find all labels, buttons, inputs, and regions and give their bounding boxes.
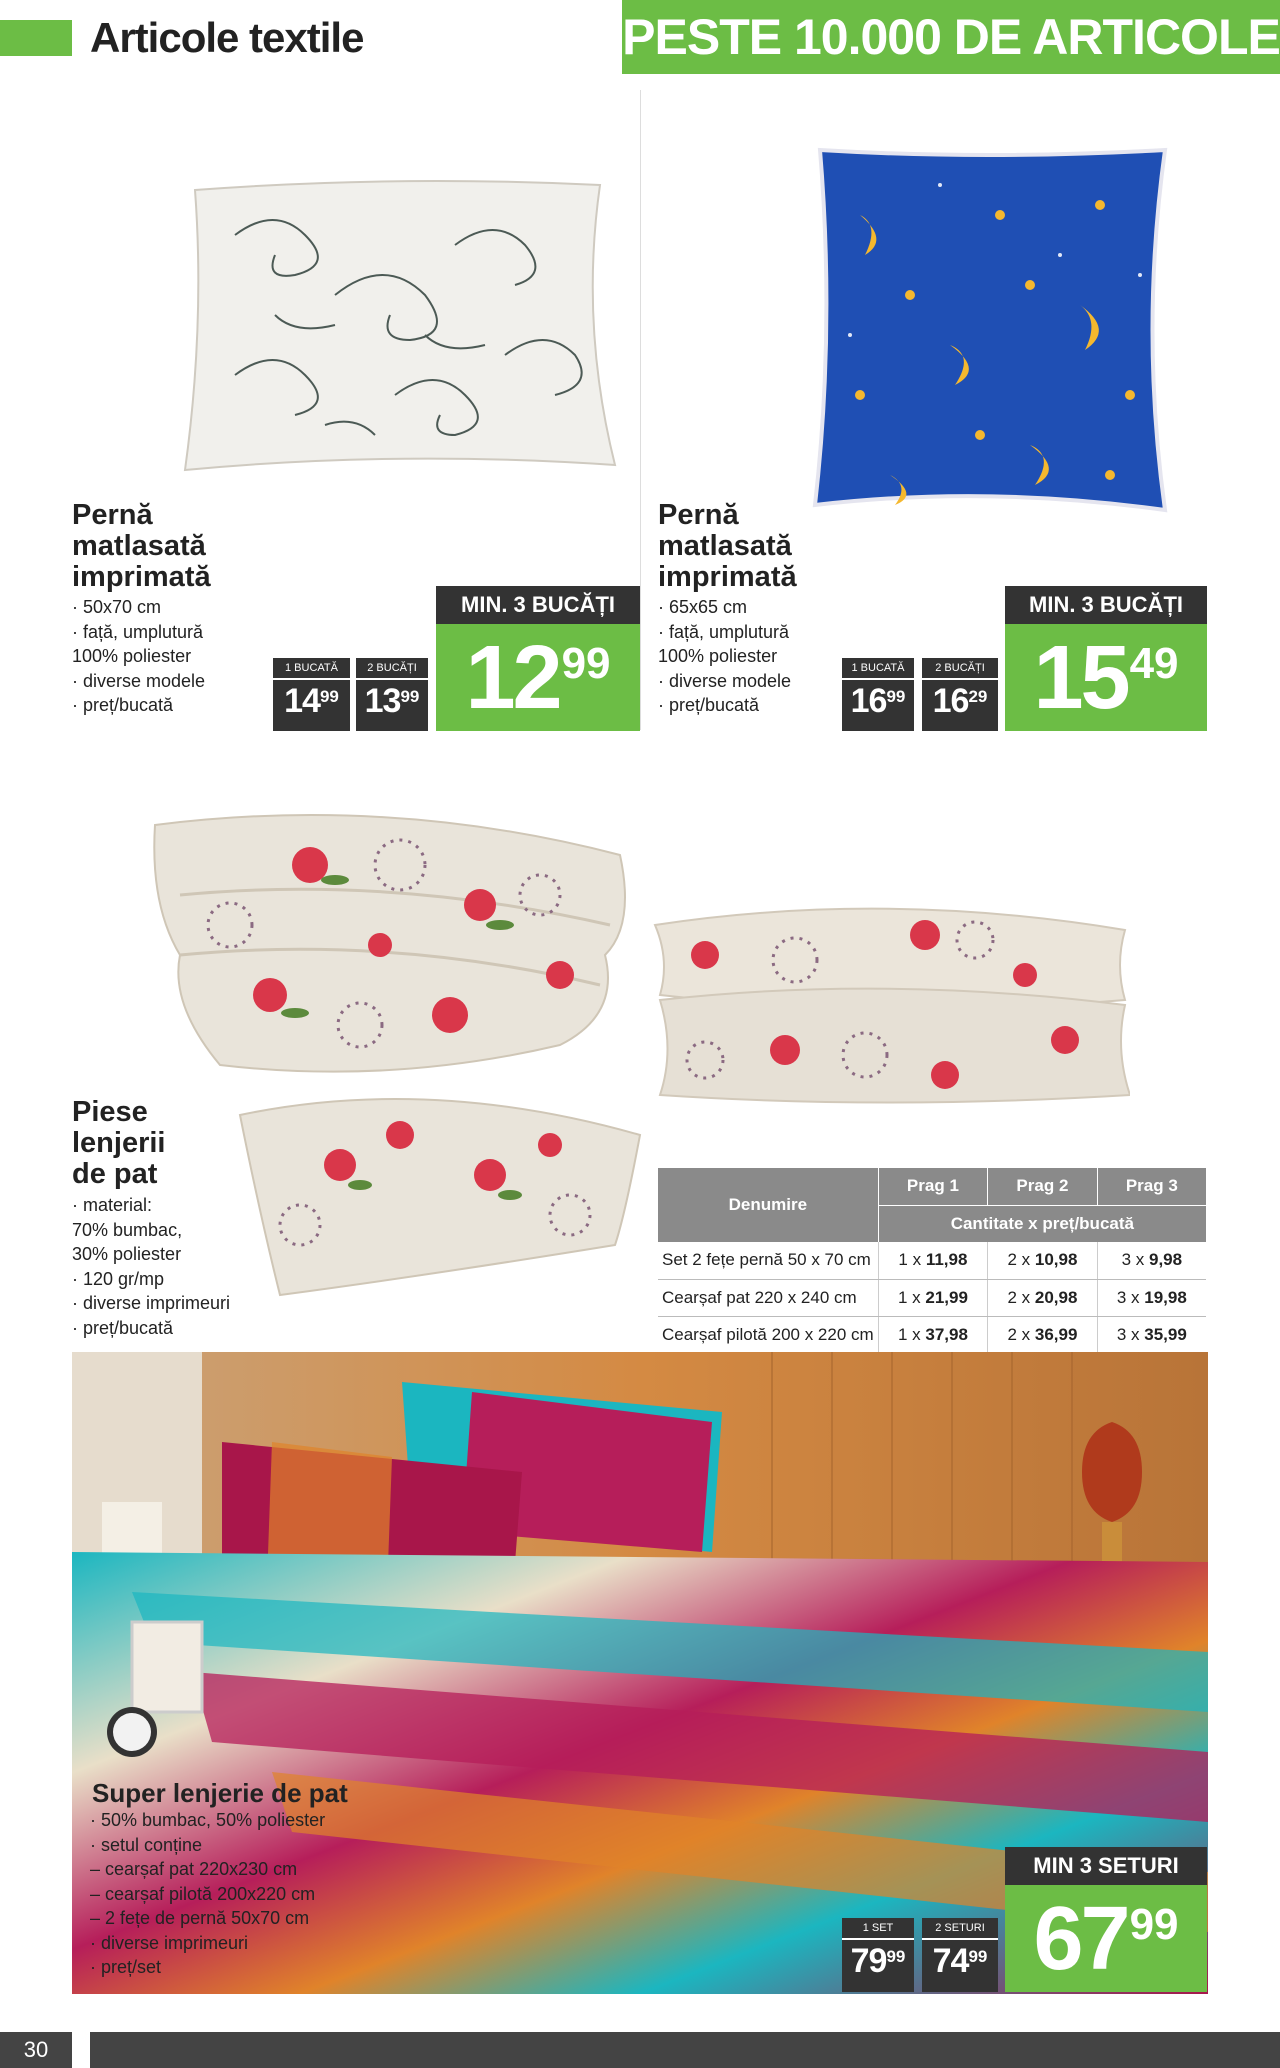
spec-line: · diverse modele: [72, 670, 206, 691]
table-header-tier: Prag 3: [1097, 1168, 1206, 1205]
table-header-tier: Prag 2: [988, 1168, 1098, 1205]
spec-line: · preț/set: [90, 1957, 162, 1977]
spec-line: 70% bumbac,: [72, 1219, 183, 1240]
min-quantity-label: MIN 3 SETURI: [1005, 1847, 1207, 1885]
table-cell-tier: [878, 1242, 988, 1279]
tier-price-box: [356, 658, 428, 731]
price-decimal: 99: [561, 639, 611, 688]
tier-qty: 2 x: [1007, 1324, 1031, 1344]
tier-price: 19,98: [1144, 1287, 1187, 1307]
product-title-line: matlasată: [72, 530, 206, 562]
price-integer: 16: [850, 682, 887, 720]
table-cell-tier: [878, 1279, 988, 1316]
white-pillow-image: [175, 175, 620, 480]
price-integer: 16: [932, 682, 969, 720]
table-cell-tier: [1097, 1242, 1206, 1279]
spec-line: · preț/bucată: [658, 695, 760, 715]
price-integer: 79: [850, 1942, 887, 1980]
tier-price-table: [658, 1168, 1206, 1354]
spec-line: · 50x70 cm: [72, 597, 162, 617]
tier-qty: 3 x: [1116, 1324, 1140, 1344]
table-cell-name: Set 2 fețe pernă 50 x 70 cm: [658, 1242, 878, 1279]
tier-label: 2 BUCĂȚI: [356, 658, 428, 680]
spec-line: · diverse imprimeuri: [90, 1932, 249, 1953]
tier-price: 20,98: [1034, 1287, 1078, 1307]
blue-pillow-image: [800, 145, 1170, 515]
main-price: [1005, 624, 1207, 731]
tier-label: 1 BUCATĂ: [273, 658, 350, 680]
tier-qty: 2 x: [1007, 1250, 1031, 1270]
tier-price-box: [922, 658, 998, 731]
header-banner: PESTE 10.000 DE ARTICOLE: [622, 0, 1280, 74]
tier-price: [922, 1940, 998, 1978]
pillowcases-image: [645, 880, 1130, 1105]
tier-price: 9,98: [1149, 1250, 1183, 1270]
header-accent-bar: [0, 20, 72, 56]
tier-qty: 3 x: [1116, 1287, 1140, 1307]
tier-price: [922, 680, 998, 718]
product-title-line: Piese: [72, 1096, 148, 1128]
min-quantity-label: MIN. 3 BUCĂȚI: [1005, 586, 1207, 624]
folded-duvet-image: [140, 785, 630, 1075]
table-header-tier: Prag 1: [878, 1168, 988, 1205]
bedding-title: [72, 1097, 166, 1190]
table-cell-tier: [1097, 1316, 1206, 1353]
price-integer: 13: [364, 682, 401, 720]
min-quantity-label: MIN. 3 BUCĂȚI: [436, 586, 640, 624]
spec-line: · 50% bumbac, 50% poliester: [90, 1810, 326, 1830]
tier-price: [842, 1940, 914, 1978]
table-cell-tier: [878, 1316, 988, 1353]
spec-line: · față, umplutură: [658, 621, 790, 642]
tier-price: [273, 680, 350, 718]
page-title: Articole textile: [90, 14, 364, 61]
super-bedding-title: Super lenjerie de pat: [92, 1778, 348, 1808]
price-decimal: 29: [968, 687, 988, 706]
product-title-line: Pernă: [658, 499, 739, 531]
tier-price: 35,99: [1144, 1324, 1187, 1344]
table-cell-name: Cearșaf pilotă 200 x 220 cm: [658, 1316, 878, 1353]
spec-line: · diverse modele: [658, 670, 792, 691]
tier-qty: 1 x: [897, 1324, 921, 1344]
tier-label: 1 BUCATĂ: [842, 658, 914, 680]
product-1-specs: [72, 595, 205, 718]
product-title-line: imprimată: [658, 561, 797, 593]
table-header-name: Denumire: [658, 1168, 878, 1242]
spec-line: · preț/bucată: [72, 695, 174, 715]
price-decimal: 99: [968, 1947, 988, 1966]
spec-line: 100% poliester: [658, 646, 778, 666]
price-integer: 67: [1033, 1888, 1128, 1989]
product-title-line: imprimată: [72, 561, 211, 593]
tier-qty: 3 x: [1121, 1250, 1145, 1270]
tier-qty: 1 x: [897, 1287, 921, 1307]
tier-price-box: [842, 1918, 914, 1992]
tier-label: 2 SETURI: [922, 1918, 998, 1940]
tier-price: 36,99: [1034, 1324, 1078, 1344]
product-title-line: de pat: [72, 1158, 158, 1190]
spec-line: · față, umplutură: [72, 621, 204, 642]
spec-line: · preț/bucată: [72, 1317, 174, 1338]
tier-price: [842, 680, 914, 718]
tier-qty: 2 x: [1007, 1287, 1031, 1307]
price-decimal: 99: [1129, 1900, 1179, 1949]
product-2-title: [658, 500, 797, 593]
spec-line: – cearșaf pat 220x230 cm: [90, 1859, 298, 1879]
price-decimal: 99: [886, 687, 906, 706]
tier-qty: 1 x: [898, 1250, 922, 1270]
price-decimal: 99: [319, 687, 339, 706]
tier-price: 21,99: [925, 1287, 968, 1307]
price-decimal: 99: [886, 1947, 906, 1966]
spec-line: · diverse imprimeuri: [72, 1293, 231, 1313]
bedding-specs: [72, 1193, 230, 1340]
flat-sheet-image: [230, 1075, 650, 1300]
tier-price: 37,98: [925, 1324, 968, 1344]
main-price: [1005, 1885, 1207, 1992]
price-integer: 14: [284, 682, 320, 720]
tier-price-box: [922, 1918, 998, 1992]
price-integer: 15: [1033, 627, 1128, 728]
price-integer: 12: [465, 627, 560, 728]
product-title-line: Pernă: [72, 499, 153, 531]
tier-price-box: [842, 658, 914, 731]
product-title-line: lenjerii: [72, 1127, 166, 1159]
tier-price: 11,98: [925, 1250, 968, 1270]
tier-label: 2 BUCĂȚI: [922, 658, 998, 680]
tier-price-box: [273, 658, 350, 731]
super-bedding-specs: [90, 1808, 325, 1980]
spec-line: · 120 gr/mp: [72, 1268, 165, 1289]
spec-line: 100% poliester: [72, 646, 192, 666]
table-row: [658, 1279, 1206, 1316]
column-divider: [640, 90, 641, 730]
tier-label: 1 SET: [842, 1918, 914, 1940]
price-integer: 74: [932, 1942, 969, 1980]
spec-line: · material:: [72, 1195, 153, 1215]
table-subheader: Cantitate x preț/bucată: [878, 1205, 1206, 1242]
table-row: [658, 1316, 1206, 1353]
spec-line: – cearșaf pilotă 200x220 cm: [90, 1883, 316, 1904]
price-decimal: 99: [400, 687, 420, 706]
tier-price: 10,98: [1034, 1250, 1078, 1270]
main-price: [436, 624, 640, 731]
table-cell-tier: [988, 1316, 1098, 1353]
table-cell-tier: [1097, 1279, 1206, 1316]
spec-line: · 65x65 cm: [658, 597, 748, 617]
table-cell-tier: [988, 1279, 1098, 1316]
product-2-specs: [658, 595, 791, 718]
table-cell-name: Cearșaf pat 220 x 240 cm: [658, 1279, 878, 1316]
footer-strip: [90, 2032, 1280, 2068]
spec-line: – 2 fețe de pernă 50x70 cm: [90, 1908, 310, 1928]
page-number: 30: [0, 2032, 72, 2068]
tier-price: [356, 680, 428, 718]
spec-line: · setul conține: [90, 1834, 203, 1855]
product-title-line: matlasată: [658, 530, 792, 562]
table-row: [658, 1242, 1206, 1279]
spec-line: 30% poliester: [72, 1244, 182, 1264]
table-cell-tier: [988, 1242, 1098, 1279]
product-1-title: [72, 500, 211, 593]
price-decimal: 49: [1129, 639, 1179, 688]
